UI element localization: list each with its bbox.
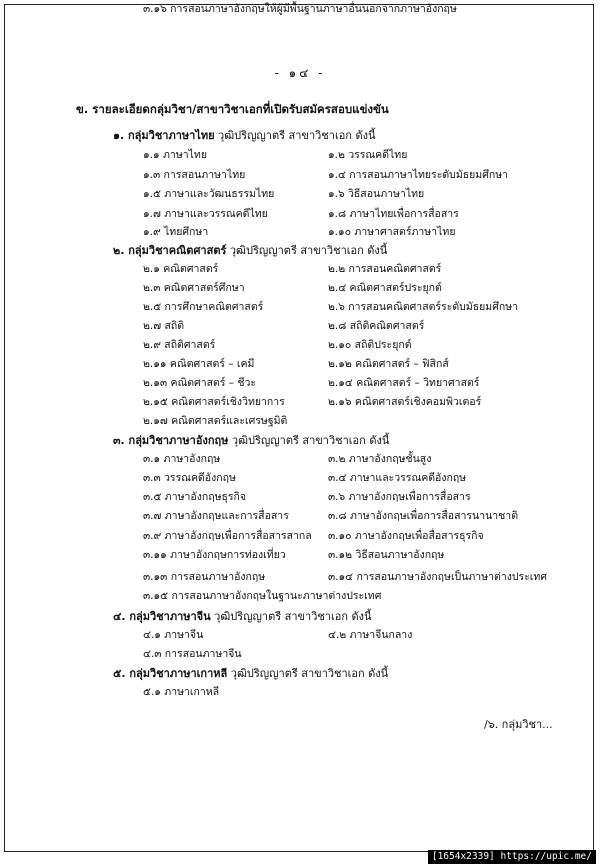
major-item: ๒.๑๖ คณิตศาสตร์เชิงคอมพิวเตอร์: [328, 396, 482, 408]
group-number: ๓.: [113, 434, 129, 447]
major-item: ๑.๓ การสอนภาษาไทย: [143, 169, 246, 181]
major-item: ๓.๗ ภาษาอังกฤษและการสื่อสาร: [143, 510, 289, 522]
major-item: ๓.๑๕ การสอนภาษาอังกฤษในฐานะภาษาต่างประเทศ: [143, 590, 382, 602]
major-item: ๒.๕ การศึกษาคณิตศาสตร์: [143, 301, 264, 313]
major-item: ๓.๑๖ การสอนภาษาอังกฤษให้ผู้มีพื้นฐานภาษาอื่นนอกจากภาษาอังกฤษ: [143, 3, 457, 15]
major-item: ๔.๓ การสอนภาษาจีน: [143, 648, 242, 660]
major-item: ๔.๑ ภาษาจีน: [143, 629, 204, 641]
major-item: ๓.๑ ภาษาอังกฤษ: [143, 453, 221, 465]
continuation-note: /๖. กลุ่มวิชา...: [484, 718, 553, 731]
major-item: ๓.๑๑ ภาษาอังกฤษการท่องเที่ยว: [143, 549, 286, 561]
group-qualification: วุฒิปริญญาตรี สาขาวิชาเอก ดังนี้: [214, 129, 376, 142]
major-item: ๒.๑๗ คณิตศาสตร์และเศรษฐมิติ: [143, 415, 288, 427]
major-item: ๒.๘ สถิติคณิตศาสตร์: [328, 320, 425, 332]
group-heading: [113, 664, 388, 682]
group-number: ๑.: [113, 129, 128, 142]
major-item: ๔.๒ ภาษาจีนกลาง: [328, 629, 413, 641]
major-item: ๒.๙ สถิติศาสตร์: [143, 339, 216, 351]
major-item: ๒.๑๑ คณิตศาสตร์ – เคมี: [143, 358, 255, 370]
major-item: ๑.๘ ภาษาไทยเพื่อการสื่อสาร: [328, 208, 459, 220]
major-item: ๒.๑๐ สถิติประยุกต์: [328, 339, 412, 351]
major-item: ๒.๓ คณิตศาสตร์ศึกษา: [143, 282, 245, 294]
major-item: ๒.๑ คณิตศาสตร์: [143, 263, 219, 275]
major-item: ๓.๙ ภาษาอังกฤษเพื่อการสื่อสารสากล: [143, 530, 312, 542]
major-item: ๑.๕ ภาษาและวัฒนธรรมไทย: [143, 188, 275, 200]
major-item: ๓.๑๓ การสอนภาษาอังกฤษ: [143, 571, 266, 583]
major-item: ๓.๓ วรรณคดีอังกฤษ: [143, 472, 236, 484]
group-title: กลุ่มวิชาคณิตศาสตร์: [128, 244, 227, 257]
group-qualification: วุฒิปริญญาตรี สาขาวิชาเอก ดังนี้: [226, 244, 388, 257]
major-item: ๑.๑๐ ภาษาศาสตร์ภาษาไทย: [328, 226, 456, 238]
major-item: ๒.๑๔ คณิตศาสตร์ – วิทยาศาสตร์: [328, 377, 480, 389]
major-item: ๑.๑ ภาษาไทย: [143, 149, 207, 161]
major-item: ๒.๒ การสอนคณิตศาสตร์: [328, 263, 442, 275]
group-heading: [113, 126, 376, 144]
major-item: ๓.๘ ภาษาอังกฤษเพื่อการสื่อสารนานาชาติ: [328, 510, 519, 522]
group-heading: [113, 607, 372, 625]
group-heading: [113, 241, 387, 259]
major-item: ๑.๖ วิธีสอนภาษาไทย: [328, 188, 425, 200]
group-title: กลุ่มวิชาภาษาจีน: [129, 610, 211, 623]
group-number: ๔.: [113, 610, 130, 623]
group-heading: [113, 431, 389, 449]
page-number: - ๑๔ -: [274, 66, 326, 80]
group-title: กลุ่มวิชาภาษาอังกฤษ: [128, 434, 229, 447]
major-item: ๓.๖ ภาษาอังกฤษเพื่อการสื่อสาร: [328, 491, 471, 503]
group-qualification: วุฒิปริญญาตรี สาขาวิชาเอก ดังนี้: [227, 667, 389, 680]
major-item: ๑.๔ การสอนภาษาไทยระดับมัธยมศึกษา: [328, 169, 509, 181]
major-item: ๓.๔ ภาษาและวรรณคดีอังกฤษ: [328, 472, 467, 484]
major-item: ๒.๑๒ คณิตศาสตร์ – ฟิสิกส์: [328, 358, 449, 370]
group-number: ๒.: [113, 244, 129, 257]
section-heading: ข. รายละเอียดกลุ่มวิชา/สาขาวิชาเอกที่เปิดรับสมัครสอบแข่งขัน: [76, 102, 389, 116]
major-item: ๑.๙ ไทยศึกษา: [143, 226, 209, 238]
group-qualification: วุฒิปริญญาตรี สาขาวิชาเอก ดังนี้: [210, 610, 372, 623]
major-item: ๓.๑๔ การสอนภาษาอังกฤษเป็นภาษาต่างประเทศ: [328, 571, 547, 583]
image-size-badge: [1654x2339] https://upic.me/: [428, 850, 596, 864]
major-item: ๒.๑๕ คณิตศาสตร์เชิงวิทยาการ: [143, 396, 285, 408]
major-item: ๓.๕ ภาษาอังกฤษธุรกิจ: [143, 491, 247, 503]
group-title: กลุ่มวิชาภาษาเกาหลี: [129, 667, 228, 680]
major-item: ๒.๖ การสอนคณิตศาสตร์ระดับมัธยมศึกษา: [328, 301, 519, 313]
major-item: ๓.๑๒ วิธีสอนภาษาอังกฤษ: [328, 549, 445, 561]
group-number: ๕.: [113, 667, 130, 680]
major-item: ๑.๗ ภาษาและวรรณคดีไทย: [143, 208, 268, 220]
major-item: ๕.๑ ภาษาเกาหลี: [143, 686, 220, 698]
major-item: ๒.๔ คณิตศาสตร์ประยุกต์: [328, 282, 442, 294]
major-item: ๒.๑๓ คณิตศาสตร์ – ชีวะ: [143, 377, 257, 389]
major-item: ๓.๒ ภาษาอังกฤษชั้นสูง: [328, 453, 432, 465]
major-item: ๓.๑๐ ภาษาอังกฤษเพื่อสื่อสารธุรกิจ: [328, 530, 484, 542]
group-qualification: วุฒิปริญญาตรี สาขาวิชาเอก ดังนี้: [228, 434, 390, 447]
major-item: ๒.๗ สถิติ: [143, 320, 185, 332]
major-item: ๑.๒ วรรณคดีไทย: [328, 149, 408, 161]
group-title: กลุ่มวิชาภาษาไทย: [128, 129, 215, 142]
